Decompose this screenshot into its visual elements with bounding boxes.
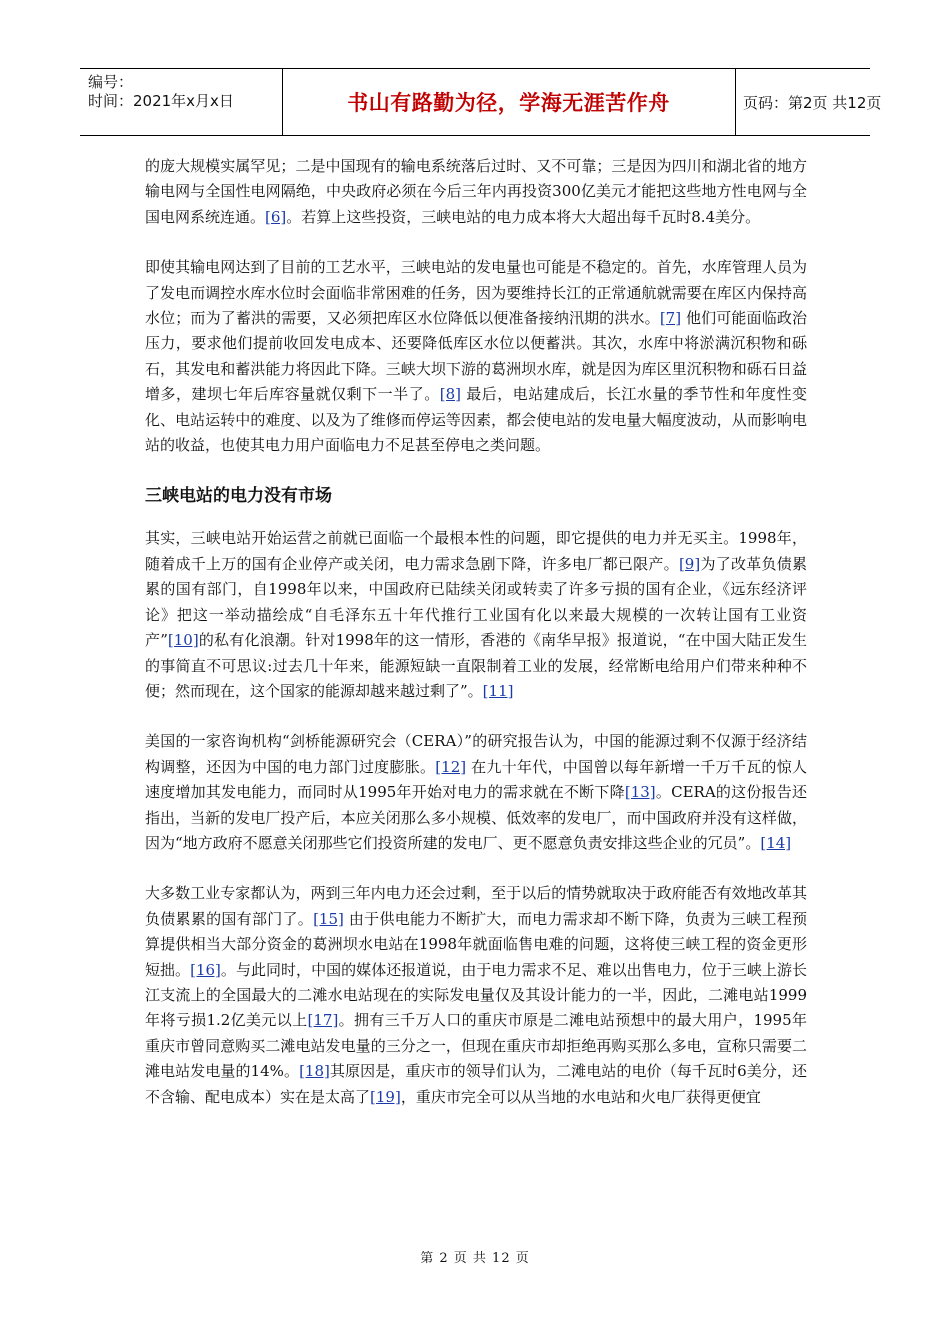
footnote-link[interactable]: [11] bbox=[482, 681, 514, 700]
page-footer: 第 2 页 共 12 页 bbox=[420, 1251, 530, 1266]
paragraph-text: ，重庆市完全可以从当地的水电站和火电厂获得更便宜 bbox=[400, 1087, 761, 1106]
paragraph-text: 的私有化浪潮。针对1998年的这一情形，香港的《南华早报》报道说，“在中国大陆正发生的事简直不可思议:过去几十年来，能源短缺一直限制着工业的发展，经常断电给用户们带来种种不便；然而现在，这个国家的能源却越来越过剩了”。 bbox=[145, 631, 807, 700]
document-date-label: 时间：2021年x月x日 bbox=[88, 92, 234, 110]
footnote-link[interactable]: [14] bbox=[760, 833, 792, 852]
footnote-link[interactable]: [13] bbox=[624, 783, 656, 802]
footnote-link[interactable]: [7] bbox=[659, 309, 682, 328]
footnote-link[interactable]: [16] bbox=[190, 960, 221, 979]
footnote-link[interactable]: [17] bbox=[307, 1011, 339, 1030]
header-motto-cell bbox=[282, 69, 736, 135]
paragraph-text: 为了改革负债累累的国有部门，自1998年以来，中国政府已陆续关闭或转卖了许多亏损的国有企业，《远东经济评论》把这一举动描绘成“自毛泽东五十年代推行工业国有化以来最大规模的一次转让国有工业资产” bbox=[145, 554, 807, 650]
paragraph bbox=[145, 526, 807, 704]
footnote-link[interactable]: [19] bbox=[370, 1087, 401, 1106]
header-motto: 书山有路勤为径，学海无涯苦作舟 bbox=[347, 91, 670, 115]
footnote-link[interactable]: [12] bbox=[435, 757, 467, 776]
paragraph-text: 其实，三峡电站开始运营之前就已面临一个最根本性的问题，即它提供的电力并无买主。1998年，随着成千上万的国有企业停产或关闭，电力需求急剧下降，许多电厂都已限产。 bbox=[145, 529, 807, 573]
footnote-link[interactable]: [15] bbox=[313, 909, 344, 928]
paragraph-text: 在九十年代，中国曾以每年新增一千万千瓦的惊人速度增加其发电能力，而同时从1995年开始对电力的需求就在不断下降 bbox=[145, 757, 807, 802]
paragraph bbox=[145, 729, 807, 856]
footnote-link[interactable]: [10] bbox=[167, 631, 199, 650]
document-number-label: 编号： bbox=[88, 73, 134, 91]
section-heading: 三峡电站的电力没有市场 bbox=[145, 486, 332, 507]
footnote-link[interactable]: [8] bbox=[439, 385, 461, 404]
document-body bbox=[145, 154, 807, 1135]
footnote-link[interactable]: [18] bbox=[299, 1062, 330, 1081]
paragraph-text: 最后，电站建成后，长江水量的季节性和年度性变化、电站运转中的难度、以及为了维修而停运等因素，都会使电站的发电量大幅度波动，从而影响电站的收益，也使其电力用户面临电力不足甚至停电之类问题。 bbox=[145, 385, 807, 455]
paragraph-text: 美国的一家咨询机构“剑桥能源研究会（CERA）”的研究报告认为，中国的能源过剩不仅源于经济结构调整，还因为中国的电力部门过度膨胀。 bbox=[145, 732, 807, 776]
footnote-link[interactable]: [6] bbox=[265, 207, 287, 226]
paragraph-text: 。与此同时，中国的媒体还报道说，由于电力需求不足、难以出售电力，位于三峡上游长江支流上的全国最大的二滩水电站现在的实际发电量仅及其设计能力的一半，因此，二滩电站1999年将亏损1.2亿美元以上 bbox=[145, 960, 807, 1030]
header-page-info: 页码：第2页 共12页 bbox=[743, 93, 882, 112]
header-meta bbox=[80, 69, 283, 135]
page-header bbox=[80, 68, 882, 136]
paragraph bbox=[145, 881, 807, 1110]
paragraph-text: 他们可能面临政治压力，要求他们提前收回发电成本、还要降低库区水位以便蓄洪。其次，水库中将淤满沉积物和砾石，其发电和蓄洪能力将因此下降。三峡大坝下游的葛洲坝水库，就是因为库区里沉积物和砾石日益增多，建坝七年后库容量就仅剩下一半了。 bbox=[145, 309, 807, 404]
paragraph-text: 其原因是，重庆市的领导们认为，二滩电站的电价（每千瓦时6美分，还不含输、配电成本）实在是太高了 bbox=[145, 1062, 808, 1106]
paragraph-text: 大多数工业专家都认为，两到三年内电力还会过剩，至于以后的情势就取决于政府能否有效地改革其负债累累的国有部门了。 bbox=[145, 884, 807, 928]
footnote-link[interactable]: [9] bbox=[678, 554, 701, 573]
paragraph-text: 即使其输电网达到了目前的工艺水平，三峡电站的发电量也可能是不稳定的。首先，水库管理人员为了发电而调控水库水位时会面临非常困难的任务，因为要维持长江的正常通航就需要在库区内保持高水位；而为了蓄洪的需要，又必须把库区水位降低以便准备接纳汛期的洪水。 bbox=[145, 258, 807, 328]
header-page-cell bbox=[735, 69, 882, 135]
paragraph-text: 。若算上这些投资，三峡电站的电力成本将大大超出每千瓦时8.4美分。 bbox=[286, 207, 761, 226]
paragraph-text: 的庞大规模实属罕见；二是中国现有的输电系统落后过时、又不可靠；三是因为四川和湖北省的地方输电网与全国性电网隔绝，中央政府必须在今后三年内再投资300亿美元才能把这些地方性电网与全国电网系统连通。 bbox=[145, 157, 807, 226]
paragraph-text: 由于供电能力不断扩大，而电力需求却不断下降，负责为三峡工程预算提供相当大部分资金的葛洲坝水电站在1998年就面临售电难的问题，这将使三峡工程的资金更形短拙。 bbox=[145, 909, 807, 979]
paragraph bbox=[145, 154, 807, 230]
paragraph-text: 。拥有三千万人口的重庆市原是二滩电站预想中的最大用户，1995年重庆市曾同意购买二滩电站发电量的三分之一，但现在重庆市却拒绝再购买那么多电，宣称只需要二滩电站发电量的14%。 bbox=[145, 1011, 808, 1081]
paragraph bbox=[145, 255, 807, 458]
paragraph-text: 。CERA的这份报告还指出，当新的发电厂投产后，本应关闭那么多小规模、低效率的发电厂，而中国政府并没有这样做，因为“地方政府不愿意关闭那些它们投资所建的发电厂、更不愿意负责安排这些企业的冗员”。 bbox=[145, 783, 807, 852]
